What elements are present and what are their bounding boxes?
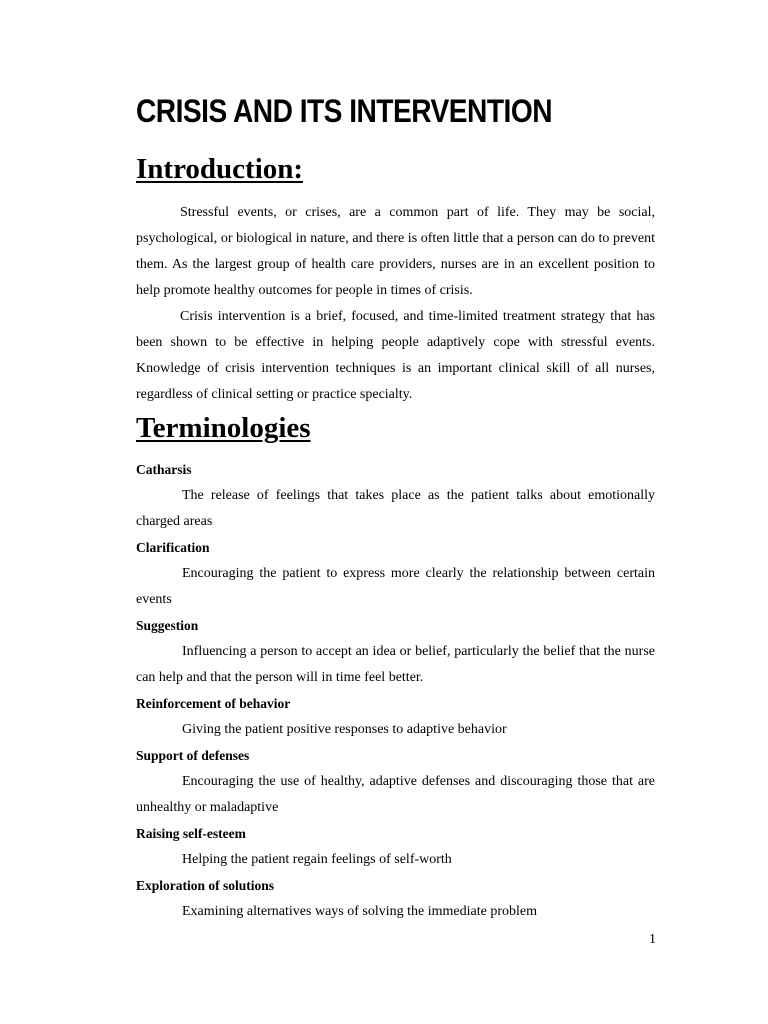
terminology-item: [136, 535, 655, 613]
introduction-paragraph: Crisis intervention is a brief, focused, and time-limited treatment strategy that has been shown to be effective in helping people adaptively cope with stressful events. Knowledge of crisis intervention techniques is an important clinical skill of all nurses, regardless of clinical setting or practice specialty.: [136, 309, 655, 402]
terminology-item: [136, 743, 655, 821]
term-name: Catharsis: [136, 462, 192, 477]
term-definition: Giving the patient positive responses to adaptive behavior: [182, 722, 507, 737]
terminology-list: [136, 457, 655, 925]
term-name: Reinforcement of behavior: [136, 696, 291, 711]
term-definition: Helping the patient regain feelings of self-worth: [182, 852, 452, 867]
term-definition: Encouraging the patient to express more clearly the relationship between certain events: [136, 566, 655, 607]
introduction-paragraph: Stressful events, or crises, are a common part of life. They may be social, psychological, or biological in nature, and there is often little that a person can do to prevent them. As the largest group of health care providers, nurses are in an excellent position to help promote healthy outcomes for people in times of crisis.: [136, 205, 655, 298]
terminology-item: [136, 691, 655, 743]
terminology-item: [136, 873, 655, 925]
introduction-heading: Introduction:: [136, 153, 304, 185]
term-definition: The release of feelings that takes place as the patient talks about emotionally charged areas: [136, 488, 655, 529]
terminology-item: [136, 457, 655, 535]
page-number: 1: [649, 932, 656, 947]
term-name: Raising self-esteem: [136, 826, 246, 841]
term-definition: Examining alternatives ways of solving the immediate problem: [182, 904, 537, 919]
term-name: Support of defenses: [136, 748, 250, 763]
term-name: Exploration of solutions: [136, 878, 275, 893]
term-name: Suggestion: [136, 618, 199, 633]
terminologies-heading: Terminologies: [136, 412, 311, 444]
introduction-body: [136, 200, 655, 408]
term-definition: Influencing a person to accept an idea or belief, particularly the belief that the nurse can help and that the person will in time feel better.: [136, 644, 655, 685]
term-name: Clarification: [136, 540, 210, 555]
terminology-item: [136, 613, 655, 691]
terminology-item: [136, 821, 655, 873]
document-title: CRISIS AND ITS INTERVENTION: [136, 93, 553, 129]
term-definition: Encouraging the use of healthy, adaptive defenses and discouraging those that are unhealthy or maladaptive: [136, 774, 655, 815]
